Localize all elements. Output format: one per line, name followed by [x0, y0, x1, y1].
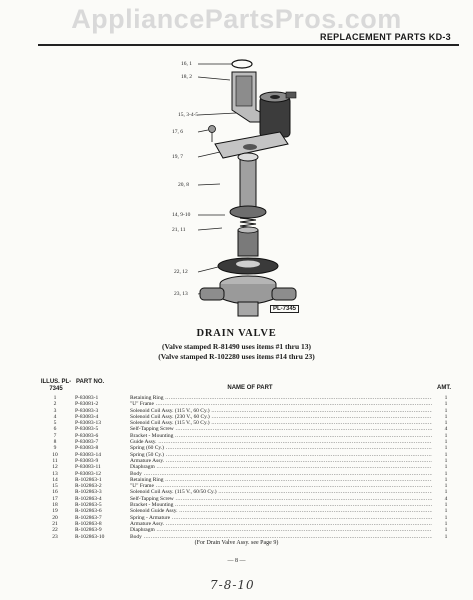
amount-cell: 4 [444, 426, 448, 433]
part-number-cell: R-102863-5 [75, 502, 102, 509]
part-name-cell: Spring (50 Cy.) ..... [130, 452, 432, 458]
usage-note: (Valve stamped R-102280 uses items #14 thru 23) [158, 352, 315, 361]
illus-cell: 22 [52, 527, 58, 534]
watermark: AppliancePartsPros.com [71, 4, 402, 34]
header-rule [38, 44, 459, 46]
part-number-cell: R-102863-3 [75, 489, 102, 496]
part-number-cell: P-83083-6 [75, 432, 99, 439]
illus-cell: 20 [52, 514, 58, 521]
amount-cell: 1 [444, 476, 448, 483]
illus-cell: 15 [52, 483, 58, 490]
callout-label: 19, 7 [172, 154, 183, 160]
part-name-cell: "U" Frame ..... [130, 483, 432, 489]
part-name-cell: Solenoid Coil Assy. (115 V., 60/50 Cy.) ..... [130, 489, 432, 495]
amount-cell: 1 [444, 464, 448, 471]
part-number-cell: R-102863-10 [75, 533, 105, 540]
usage-note: (Valve stamped R-81490 uses items #1 thru 13) [161, 342, 312, 351]
illus-cell: 7 [53, 432, 57, 439]
amount-cell: 1 [444, 514, 448, 521]
amount-cell: 1 [444, 533, 448, 540]
amount-cell: 1 [444, 451, 448, 458]
callout-label: 14, 9-10 [172, 212, 191, 218]
part-number-cell: P-83083-8 [75, 445, 99, 452]
amount-cell: 1 [444, 527, 448, 534]
part-number-cell: R-102863-2 [75, 483, 102, 490]
callout-label: 21, 11 [172, 227, 186, 233]
part-number-cell: P-83083-11 [75, 464, 101, 471]
callout-label: 20, 8 [178, 182, 189, 188]
amount-cell: 1 [444, 508, 448, 515]
column-header-amt: AMT. [437, 385, 451, 391]
illus-cell: 4 [53, 413, 57, 420]
illus-cell: 19 [52, 508, 58, 515]
self-tapping-screw-part [209, 126, 216, 143]
amount-cell: 4 [444, 495, 448, 502]
section-title: DRAIN VALVE [196, 328, 277, 339]
callout-label: 15, 3-4-5 [178, 112, 199, 118]
guide-assembly-part [230, 153, 266, 218]
amount-cell: 1 [444, 395, 448, 401]
part-number-cell: P-83083-12 [75, 470, 101, 477]
part-name-cell: Diaphragm ..... [130, 527, 432, 533]
illus-cell: 23 [52, 533, 58, 540]
amount-cell: 1 [444, 470, 448, 477]
part-number-cell: P-83083-7 [75, 439, 99, 446]
part-number-cell: R-102863-9 [75, 527, 102, 534]
part-name-cell: Self-Tapping Screw ..... [130, 496, 432, 502]
illus-cell: 12 [52, 464, 58, 471]
part-name-cell: Armature Assy. ..... [130, 458, 432, 464]
footnote: (For Drain Valve Assy. see Page 9) [194, 540, 279, 546]
callout-label: 16, 1 [181, 61, 192, 67]
illus-cell: 6 [53, 426, 57, 433]
parts-table [40, 395, 460, 540]
part-number-cell: P-83083-1 [75, 395, 99, 401]
part-name-cell: Bracket - Mounting ..... [130, 433, 432, 439]
retaining-ring-part [232, 60, 252, 68]
illus-cell: 5 [53, 420, 57, 427]
illus-cell: 11 [52, 457, 58, 464]
plate-label: PL-7345 [270, 305, 299, 313]
illus-cell: 3 [53, 407, 57, 414]
column-header-name: NAME OF PART [227, 385, 273, 391]
part-number-cell: P-83083-4 [75, 413, 99, 420]
illus-cell: 1 [53, 395, 57, 401]
part-name-cell: Diaphragm ..... [130, 464, 432, 470]
column-header-part: PART NO. [76, 379, 105, 385]
part-name-cell: Body ..... [130, 534, 432, 540]
part-number-cell: R-102863-4 [75, 495, 102, 502]
illus-cell: 17 [52, 495, 58, 502]
part-name-cell: Self-Tapping Screw ..... [130, 426, 432, 432]
table-row [40, 534, 460, 540]
amount-cell: 1 [444, 457, 448, 464]
part-name-cell: Body ..... [130, 471, 432, 477]
callout-label: 23, 13 [174, 291, 188, 297]
part-name-cell: Retaining Ring ..... [130, 477, 432, 483]
amount-cell: 1 [444, 520, 448, 527]
page-header: REPLACEMENT PARTS KD-3 [320, 32, 451, 42]
amount-cell: 1 [444, 407, 448, 414]
illus-cell: 10 [52, 451, 58, 458]
page-number: — 8 — [227, 558, 246, 564]
part-name-cell: Retaining Ring ..... [130, 395, 432, 401]
amount-cell: 1 [444, 483, 448, 490]
part-number-cell: R-102863-6 [75, 508, 102, 515]
callout-label: 22, 12 [174, 269, 188, 275]
spring-part [240, 218, 256, 228]
part-name-cell: Solenoid Coil Assy. (115 V., 50 Cy.) ..... [130, 420, 432, 426]
amount-cell: 1 [444, 413, 448, 420]
solenoid-coil-part [260, 92, 296, 137]
part-number-cell: P-83083-5 [75, 426, 99, 433]
amount-cell: 1 [444, 502, 448, 509]
part-name-cell: "U" Frame ..... [130, 401, 432, 407]
part-number-cell: R-102863-8 [75, 520, 102, 527]
part-name-cell: Armature Assy. ..... [130, 521, 432, 527]
part-name-cell: Bracket - Mounting ..... [130, 502, 432, 508]
part-number-cell: P-83083-14 [75, 451, 101, 458]
illus-cell: 13 [52, 470, 58, 477]
part-name-cell: Solenoid Coil Assy. (230 V., 60 Cy.) ..... [130, 414, 432, 420]
illus-cell: 21 [52, 520, 58, 527]
column-header-illus: ILLUS. PL-7345 [40, 379, 72, 392]
part-name-cell: Solenoid Coil Assy. (115 V., 60 Cy.) ..... [130, 408, 432, 414]
illus-cell: 16 [52, 489, 58, 496]
amount-cell: 1 [444, 420, 448, 427]
illus-cell: 2 [53, 401, 57, 408]
armature-assembly-part [238, 227, 258, 256]
part-name-cell: Solenoid Guide Assy. ..... [130, 508, 432, 514]
part-name-cell: Spring - Armature ..... [130, 515, 432, 521]
diaphragm-part [218, 258, 278, 274]
illus-cell: 9 [53, 445, 57, 452]
handwritten-note: 7-8-10 [210, 578, 255, 592]
part-number-cell: P-83081-2 [75, 401, 99, 408]
part-name-cell: Spring (60 Cy.) ..... [130, 445, 432, 451]
amount-cell: 1 [444, 432, 448, 439]
part-name-cell: Guide Assy. ..... [130, 439, 432, 445]
part-number-cell: P-83083-9 [75, 457, 99, 464]
illus-cell: 8 [53, 439, 57, 446]
part-number-cell: R-102863-1 [75, 476, 102, 483]
amount-cell: 1 [444, 445, 448, 452]
part-number-cell: P-83083-3 [75, 407, 99, 414]
part-number-cell: R-102863-7 [75, 514, 102, 521]
callout-label: 18, 2 [181, 74, 192, 80]
amount-cell: 1 [444, 489, 448, 496]
callout-label: 17, 6 [172, 129, 183, 135]
amount-cell: 1 [444, 401, 448, 408]
illus-cell: 18 [52, 502, 58, 509]
illus-cell: 14 [52, 476, 58, 483]
amount-cell: 1 [444, 439, 448, 446]
part-number-cell: P-83083-13 [75, 420, 101, 427]
